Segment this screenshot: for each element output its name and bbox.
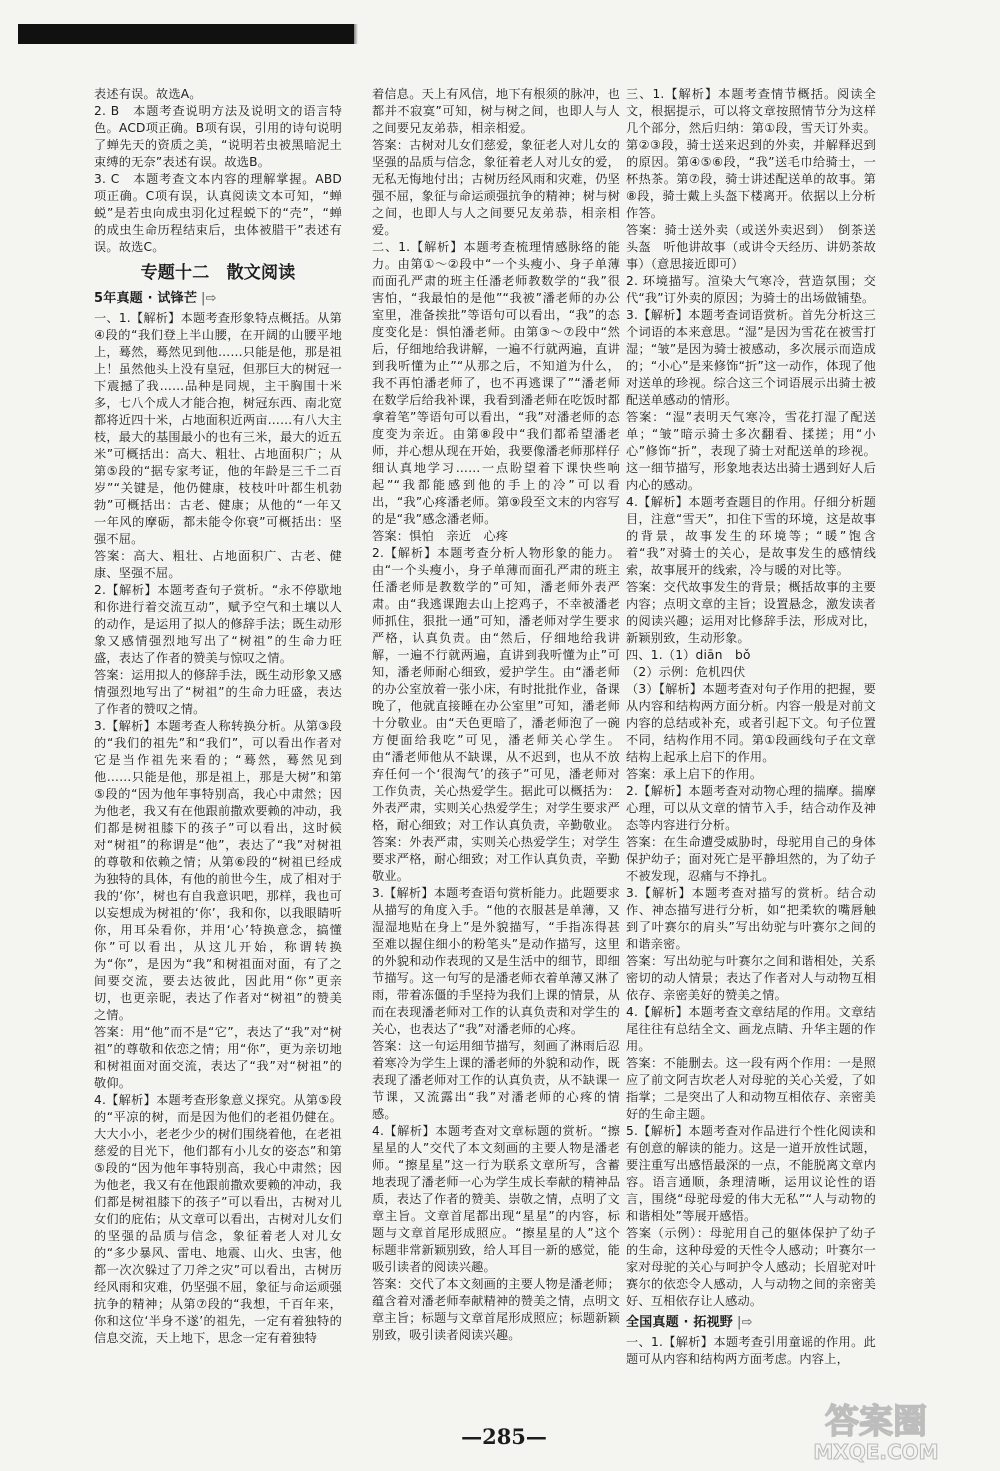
watermark-text-top: 答案圈	[825, 1402, 927, 1442]
paragraph: 3.【解析】本题考查人称转换分析。从第③段的“我们的祖先”和“我们”，可以看出作者对它是当作祖先来看的；“蓦然，蓦然见到他……只能是他，那是祖上，那是大树”和第⑤段的“因为他年事特别高，我心中肃然；因为他老，我又有在他跟前撒欢要赖的冲动，我们都是树祖膝下的孩子”可以看出，这时候对“树祖”的称谓是“他”，表达了“我”对树祖的尊敬和依赖之情；从第⑥段的“树祖已经成为独特的具体，有他的前世今生，成了相对于我的‘你’，树也有自我意识吧，那样，我也可以妄想成为树祖的‘你’，我和你，以我眼睛听你，用耳朵看你，并用‘心’特换意念，搞懂你”可以看出，从这儿开始，称谓转换为“你”，是因为“我”和树祖面对面，有了之间要交流，要去达彼此，因此用“你”更亲切，也更亲昵，表达了作者对“树祖”的赞美之情。	[94, 719, 342, 1022]
paragraph: 4.【解析】本题考查文章结尾的作用。文章结尾往往有总结全文、画龙点睛、升华主题的作用。	[626, 1005, 876, 1053]
paragraph: 3.【解析】本题考查词语赏析。首先分析这三个词语的本来意思。“湿”是因为雪花在被雪打湿；“皱”是因为骑士被感动，多次展示而造成的；“小心”是来修饰“折”这一动作，体现了他对送单的珍视。综合这三个词语展示出骑士被配送单感动的情形。	[626, 308, 876, 407]
paragraph: 三、1.【解析】本题考查情节概括。阅读全文，根据提示，可以将文章按照情节分为这样几个部分，然后归纳：第①段，雪天订外卖。第②③段，骑士送来迟到的外卖，并解释迟到的原因。第④⑤⑥段，“我”送毛巾给骑士，一杯热茶。第⑦段，骑士讲述配送单的故事。第⑧段，骑士戴上头盔下楼离开。依据以上分析作答。	[626, 87, 876, 220]
paragraph: 3.【解析】本题考查对描写的赏析。结合动作、神态描写进行分析，如“把柔软的嘴唇触到了叶赛尔的肩头”写出幼驼与叶赛尔之间的和谐亲密。	[626, 886, 876, 951]
sub-title-text: 全国真题 · 拓视野	[626, 1315, 733, 1330]
paragraph: 2. B 本题考查说明方法及说明文的语言特色。ACD项正确。B项有误，引用的诗句说明了蝉先天的资质之美，“说明若虫被黑暗泥土束缚的无奈”表述有误。故选B。	[94, 104, 342, 169]
paragraph: 着信息。天上有风信，地下有根须的脉冲，也都并不寂寞”可知，树与树之间，也即人与人之间要兄友弟恭，相亲相爱。	[372, 87, 620, 135]
paragraph: 一、1.【解析】本题考查形象特点概括。从第④段的“我们登上半山腰，在开阔的山腰平地上，蓦然，蓦然见到他……只能是他，那是祖上！虽然他头上没有皇冠，但那巨大的树冠一下震撼了我……品种是同规，主干胸围十米多，七八个成人才能合抱，树冠东西、南北宽都将近四十米，占地面积近两亩……有八大主枝，最大的基围最小的也有三米，最大的近五米”可概括出：高大、粗壮、占地面积广；从第⑤段的“据专家考证，他的年龄是三千二百岁”“关键是，他仍健康，枝枝叶叶都生机勃勃”可概括出：古老、健康；从他的“一年又一年风的摩砺，都未能令你衰”可概括出：坚强不屈。	[94, 311, 342, 546]
paragraph: （3）【解析】本题考查对句子作用的把握，要从内容和结构两方面分析。内容一般是对前文内容的总结或补充，或者引起下文。句子位置不同，结构作用不同。第①段画线句子在文章结构上起承上启下的作用。	[626, 682, 876, 764]
paragraph: 2.【解析】本题考查对动物心理的揣摩。揣摩心理，可以从文章的情节入手，结合动作及神态等内容进行分析。	[626, 784, 876, 832]
paragraph: 答案：交代了本文刻画的主要人物是潘老师；蕴含着对潘老师奉献精神的赞美之情，点明文章主旨；标题与文章首尾形成照应；标题新颖别致，吸引读者阅读兴趣。	[372, 1277, 620, 1342]
paragraph: 答案：外表严肃，实则关心热爱学生；对学生要求严格，耐心细致；对工作认真负责，辛勤敬业。	[372, 835, 620, 883]
paragraph: 答案：写出幼驼与叶赛尔之间和谐相处，关系密切的动人情景；表达了作者对人与动物互相依存、亲密美好的赞美之情。	[626, 954, 876, 1002]
paragraph: 答案：这一句运用细节描写，刻画了淋雨后忍着寒冷为学生上课的潘老师的外貌和动作，既表现了潘老师对工作的认真负责，从不缺课一节课，又流露出“我”对潘老师的心疼的情感。	[372, 1039, 620, 1121]
paragraph: 二、1.【解析】本题考查梳理情感脉络的能力。由第①～②段中“一个头瘦小、身子单薄而面孔严肃的班主任潘老师教数学的“我”很害怕，“我最怕的是他”“我被”潘老师的办公室里，准备挨批”等语句可以看出，“我”的态度变化是：惧怕潘老师。由第③～⑦段中“然后，仔细地给我讲解，一遍不行就两遍，直讲到我听懂为止”“从那之后，不知道为什么，我不再怕潘老师了，也不再逃课了”“潘老师在数学后给我补课，我看到潘老师在吃饭时都拿着笔”等语句可以看出，“我”对潘老师的态度变为亲近。由第⑧段中“我们都希望潘老师，并心想从现在开始，我要像潘老师那样仔细认真地学习……一点盼望着下课快些响起”“我都能感到他的手上的冷”可以看出，“我”心疼潘老师。第⑨段至文末的内容写的是“我”感念潘老师。	[372, 240, 620, 526]
column-middle	[372, 86, 620, 1426]
paragraph: 答案：不能删去。这一段有两个作用：一是照应了前文阿吉坎老人对母驼的关心关爱，了如指掌；二是突出了人和动物互相依存、亲密美好的生命主题。	[626, 1056, 876, 1121]
column-right	[626, 86, 876, 1426]
page-number: —285—	[461, 1424, 547, 1449]
paragraph: 答案：在生命遭受威胁时，母驼用自己的身体保护幼子；面对死亡是平静坦然的，为了幼子不被发现，忍痛与不挣扎。	[626, 835, 876, 883]
paragraph: 2.【解析】本题考查分析人物形象的能力。由“一个头瘦小，身子单薄而面孔严肃的班主任潘老师是教数学的”可知，潘老师外表严肃。由“我逃课跑去山上挖鸡子，不幸被潘老师抓住，狠批一通”可知，潘老师对学生要求严格，认真负责。由“然后，仔细地给我讲解，一遍不行就两遍，直讲到我听懂为止”可知，潘老师耐心细致，爱护学生。由“潘老师的办公室放着一张小床，有时批批作业，备课晚了，他就直接睡在办公室里”可知，潘老师十分敬业。由“天色更暗了，潘老师泡了一碗方便面给我吃”可见，潘老师关心学生。由“潘老师他从不缺课，从不迟到，也从不放弃任何一个‘很淘气’的孩子”可见，潘老师对工作负责，关心热爱学生。据此可以概括为：外表严肃，实则关心热爱学生；对学生要求严格，耐心细致；对工作认真负责，辛勤敬业。	[372, 546, 620, 832]
sub-title-text: 5年真题 · 试锋芒	[94, 291, 198, 306]
paragraph: 答案：高大、粗壮、占地面积广、古老、健康、坚强不屈。	[94, 549, 342, 580]
watermark-logo	[776, 1395, 976, 1465]
paragraph: 表述有误。故选A。	[94, 87, 202, 101]
paragraph: 3.【解析】本题考查语句赏析能力。此题要求从描写的角度入手。“他的衣服甚是单薄，又湿湿地贴在身上”是外貌描写，“手指冻得甚至难以握住细小的粉笔头”是动作描写，这里的外貌和动作表现的又是生活中的细节，即细节描写。这一句写的是潘老师衣着单薄又淋了雨，带着冻僵的手坚持为我们上课的情景，从而在表现潘老师对工作的认真负责和对学生的关心，也表达了“我”对潘老师的心疼。	[372, 886, 620, 1036]
paragraph: 答案：用“他”而不是“它”，表达了“我”对“树祖”的尊敬和依恋之情；用“你”，更为亲切地和树祖面对面交流，表达了“我”对“树祖”的敬仰。	[94, 1025, 342, 1090]
paragraph: 四、1.（1）diān bǒ	[626, 648, 751, 662]
watermark-graphic	[776, 1395, 976, 1465]
arrow-icon: |⇨	[201, 291, 217, 306]
paragraph: 2.【解析】本题考查句子赏析。“永不停歇地和你进行着交流互动”，赋予空气和土壤以人的动作，是运用了拟人的修辞手法；既生动形象又感情强烈地写出了“树祖”的生命力旺盛，表达了作者的赞美与惊叹之情。	[94, 583, 342, 665]
section-title: 专题十二 散文阅读	[140, 263, 296, 283]
paragraph: 3. C 本题考查文本内容的理解掌握。ABD项正确。C项有误，认真阅读文本可知，“蝉蜕”是若虫向成虫羽化过程蜕下的“壳”，“蝉的成虫生命历程结束后，虫体被腊干”表述有误。故选C。	[94, 172, 342, 254]
column-left	[94, 86, 342, 1426]
paragraph: 答案：骑士送外卖（或送外卖迟到） 倒茶送头盔 听他讲故事（或讲令天经历、讲奶茶故事）（意思接近即可）	[626, 223, 876, 271]
paragraph: 答案（示例）：母驼用自己的躯体保护了幼子的生命，这种母爱的天性令人感动；叶赛尔一家对母驼的关心与呵护令人感动；长眉驼对叶赛尔的依恋令人感动，人与动物之间的亲密美好、互相依存让人感动。	[626, 1226, 876, 1308]
paragraph: 5.【解析】本题考查对作品进行个性化阅读和有创意的解读的能力。这是一道开放性试题，要注重写出感悟最深的一点，不能脱离文章内容。语言通顺，条理清晰，运用议论性的语言，围绕“母驼母爱的伟大无私”“人与动物的和谐相处”等展开感悟。	[626, 1124, 876, 1223]
paragraph: （2）示例：危机四伏	[626, 665, 746, 679]
paragraph: 答案：惧怕 亲近 心疼	[372, 529, 509, 543]
arrow-icon: |⇨	[737, 1315, 753, 1330]
watermark-text-bottom: MXQE.COM	[813, 1440, 939, 1464]
paragraph: 答案：古树对儿女们慈爱，象征老人对儿女的坚强的品质与信念，象征着老人对儿女的爱，无私无悔地付出；古树历经风雨和灾难，仍坚强不屈，象征与命运顽强抗争的精神；树与树之间，也即人与人之间要兄友弟恭，相亲相爱。	[372, 138, 620, 237]
paragraph: 4.【解析】本题考查形象意义探究。从第⑤段的“平凉的树，而是因为他们的老祖仍健在。大大小小，老老少少的树们围绕着他，在老祖慈爱的目光下，他们都有小儿女的姿态”和第⑤段的“因为他年事特别高，我心中肃然；因为他老，我又有在他跟前撒欢要赖的冲动，我们都是树祖膝下的孩子”可以看出，古树对儿女们的庇佑；从文章可以看出，古树对儿女们的坚强的品质与信念，象征着老人对儿女的“多少暴风、雷电、地震、山火、虫害，他都一次次躲过了刀斧之灾”可以看出，古树历经风雨和灾难，仍坚强不屈，象征与命运顽强抗争的精神；从第⑦段的“我想，千百年来，你和这位‘半身不遂’的祖先，一定有着独特的信息交流，天上地下，思念一定有着独特	[94, 1093, 342, 1345]
header-decoration-bar	[18, 24, 354, 44]
paragraph: 答案：承上启下的作用。	[626, 767, 763, 781]
paragraph: 4.【解析】本题考查题目的作用。仔细分析题目，注意“雪天”，扣住下雪的环境，这是故事的背景，故事发生的环境等；“暖”饱含着“我”对骑士的关心，是故事发生的感情线索，故事展开的线索，冷与暖的对比等。	[626, 495, 876, 577]
paragraph: 2. 环境描写。渲染大气寒冷，营造氛围；交代“我”订外卖的原因；为骑士的出场做铺垫。	[626, 274, 876, 305]
paragraph: 答案：运用拟人的修辞手法，既生动形象又感情强烈地写出了“树祖”的生命力旺盛，表达了作者的赞叹之情。	[94, 668, 342, 716]
paragraph: 答案：“湿”表明天气寒冷，雪花打湿了配送单；“皱”暗示骑士多次翻看、揉搓；用“小心”修饰“折”，表现了骑士对配送单的珍视。这一细节描写，形象地表达出骑士遇到好人后内心的感动。	[626, 410, 876, 492]
sub-title	[626, 1312, 876, 1334]
sub-title	[94, 288, 342, 310]
paragraph: 一、1.【解析】本题考查引用童谣的作用。此题可从内容和结构两方面考虑。内容上，	[626, 1335, 876, 1366]
paragraph: 答案：交代故事发生的背景；概括故事的主要内容；点明文章的主旨；设置悬念，激发读者的阅读兴趣；运用对比修辞手法，形成对比，新颖别致，生动形象。	[626, 580, 876, 645]
paragraph: 4.【解析】本题考查对文章标题的赏析。“擦星星的人”交代了本文刻画的主要人物是潘老师。“擦星星”这一行为联系文章所写，含蓄地表现了潘老师一心为学生成长奉献的精神品质，表达了作者的赞美、崇敬之情，点明了文章主旨。文章首尾都出现“星星”的内容，标题与文章首尾形成照应。“擦星星的人”这个标题非常新颖别致，给人耳目一新的感觉，能吸引读者的阅读兴趣。	[372, 1124, 620, 1274]
